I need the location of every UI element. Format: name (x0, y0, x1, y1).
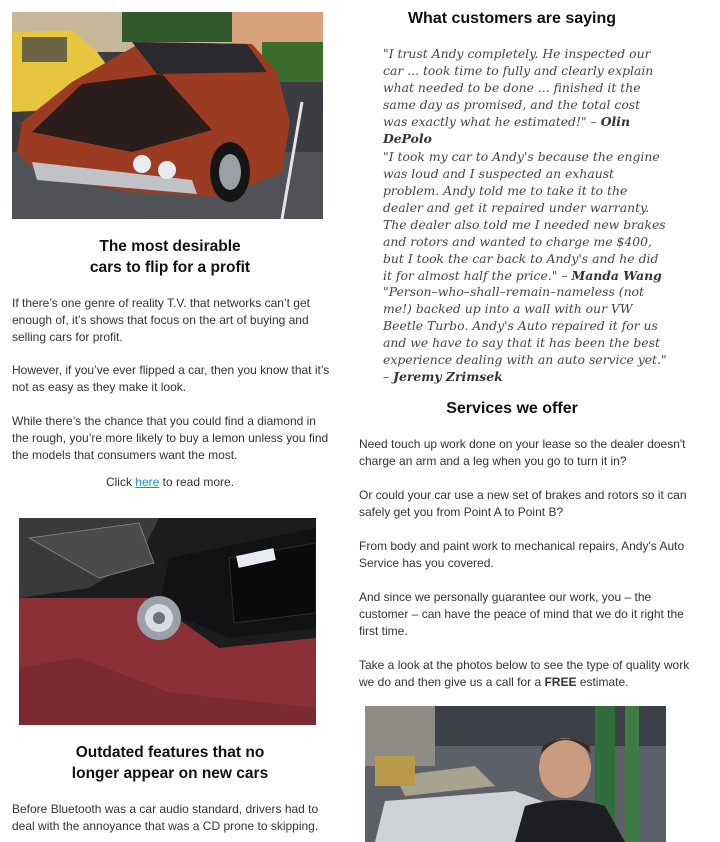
services-p5-prefix: Take a look at the photos below to see the type of quality work we do and then give us a call for a (359, 658, 690, 689)
article2-paragraph-1: Before Bluetooth was a car audio standard, drivers had to deal with the annoyance that was a CD prone to skipping. (12, 802, 319, 833)
services-heading: Services we offer (446, 400, 578, 417)
testimonial-text: "Person–who–shall–remain–nameless (not me!) backed up into a wall with our VW Beetle Turbo. Andy's Auto repaired it for us and we have to say that it has been the best experience dealing with an auto service yet." – (383, 284, 667, 384)
right-column (340, 0, 720, 842)
services-paragraph-3: From body and paint work to mechanical repairs, Andy's Auto Service has you covered. (359, 539, 685, 570)
services-p5-suffix: estimate. (576, 675, 629, 689)
testimonial-quote (383, 148, 668, 284)
testimonial-text: "I trust Andy completely. He inspected our car ... took time to fully and clearly explain what needed to be done ... finished it the same day as promised, and the total cost was exactly what he estimated!" – (383, 46, 654, 129)
services-paragraph-5 (359, 657, 699, 691)
article1-heading (0, 236, 340, 278)
car-console-photo (19, 518, 316, 725)
read-more-line (0, 474, 340, 491)
testimonial-author: Manda Wang (571, 268, 662, 283)
testimonials-heading: What customers are saying (407, 10, 617, 27)
services-paragraph-4: And since we personally guarantee our work, you – the customer – can have the peace of mind that we do it right the first time. (359, 590, 684, 638)
article2-heading (0, 742, 340, 784)
article1-heading-line1: The most desirable (99, 238, 241, 255)
article2-heading-line2: longer appear on new cars (71, 765, 269, 782)
read-more-prefix: Click (105, 475, 136, 489)
read-more-link[interactable]: here (135, 475, 160, 489)
article1-heading-line2: cars to flip for a profit (89, 259, 251, 276)
left-column (0, 0, 340, 842)
services-paragraph-2: Or could your car use a new set of brakes and rotors so it can safely get you from Point A to Point B? (359, 488, 687, 519)
testimonial-text: "I took my car to Andy's because the engine was loud and I suspected an exhaust problem. Andy told me to take it to the dealer and get it repaired under warranty. The dealer also told me I needed new brakes and rotors and wanted to charge me $400, but I took the car back to Andy's and he did it for almost half the price." – (383, 149, 666, 283)
testimonial-author: Jeremy Zrimsek (393, 369, 503, 384)
read-more-suffix: to read more. (159, 475, 235, 489)
testimonial-quote (383, 283, 668, 385)
free-estimate-emphasis: FREE (544, 675, 577, 689)
red-muscle-car-photo (12, 12, 323, 219)
services-paragraph-1: Need touch up work done on your lease so the dealer doesn't charge an arm and a leg when you go to turn it in? (359, 437, 686, 468)
mechanic-shop-photo (365, 706, 666, 842)
article1-paragraph-2: However, if you’ve ever flipped a car, then you know that it’s not as easy as they make it look. (12, 363, 330, 394)
testimonial-quote (383, 45, 668, 147)
article2-heading-line1: Outdated features that no (75, 744, 265, 761)
article1-paragraph-1: If there’s one genre of reality T.V. that networks can’t get enough of, it’s shows that focus on the art of buying and selling cars for profit. (12, 296, 310, 344)
article1-paragraph-3: While there’s the chance that you could find a diamond in the rough, you’re more likely to buy a lemon unless you find the models that consumers want the most. (12, 414, 329, 462)
testimonial-author: Olin DePolo (383, 114, 630, 146)
